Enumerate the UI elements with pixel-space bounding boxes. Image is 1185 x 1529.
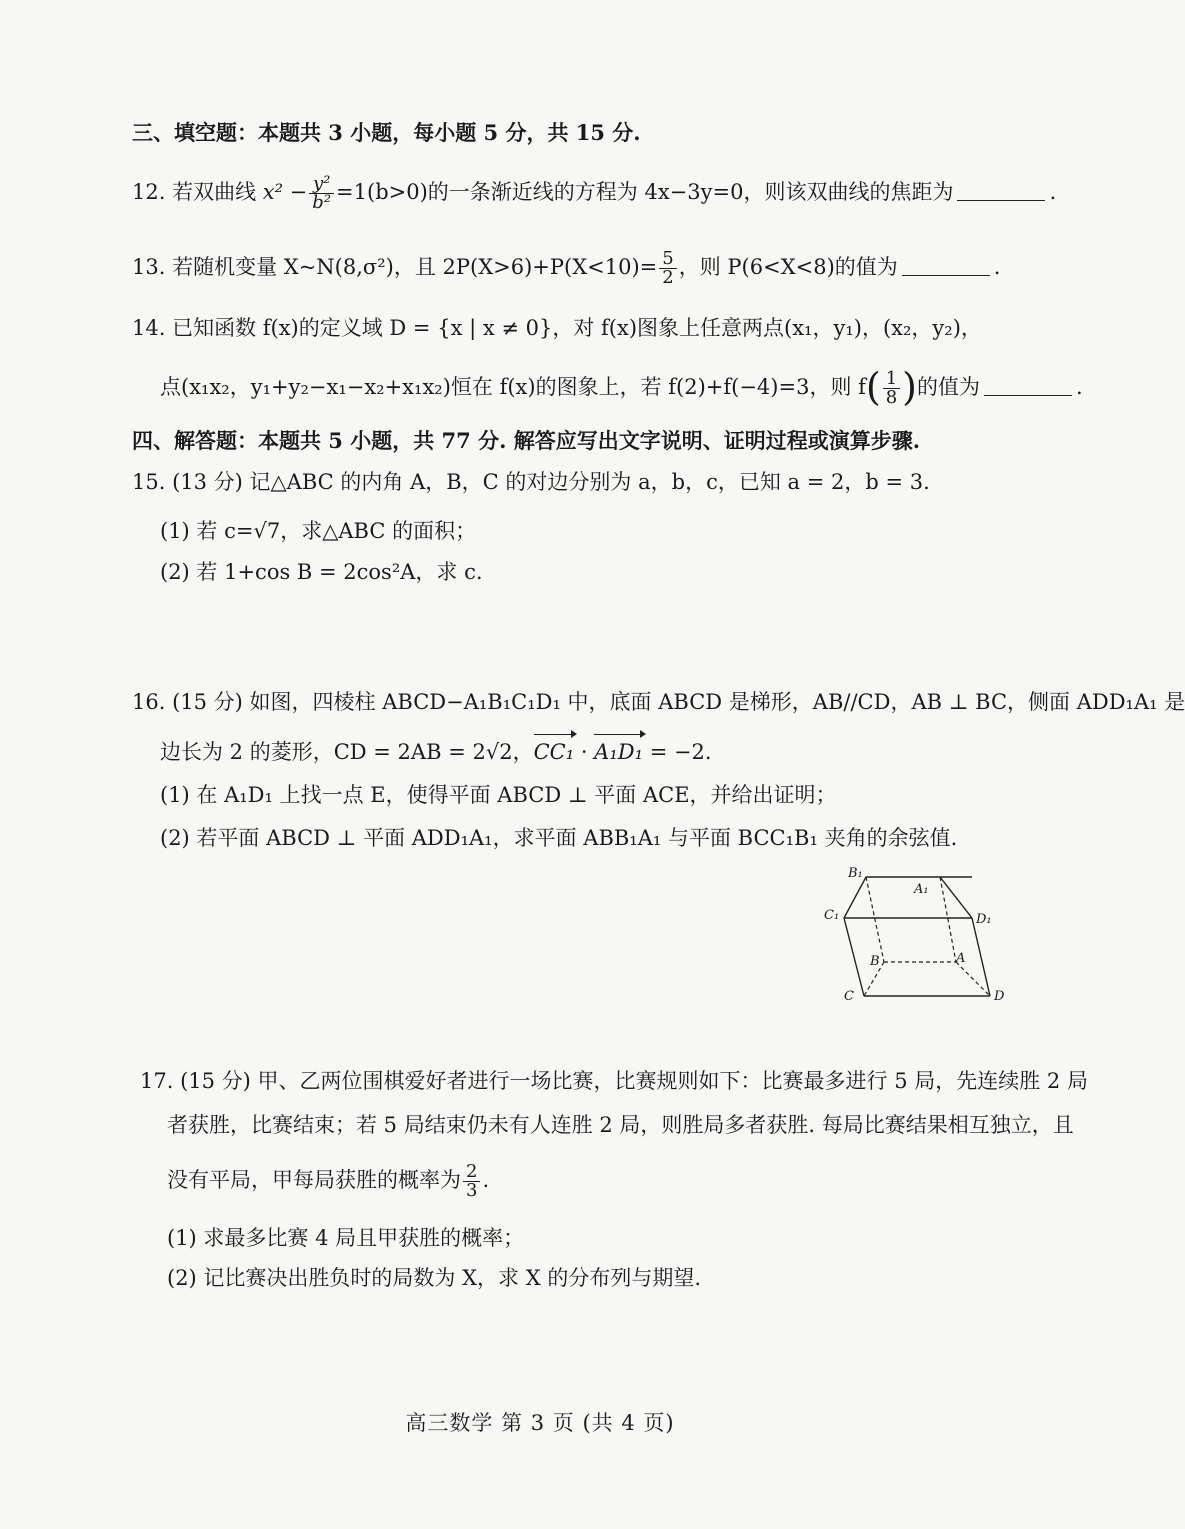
q14-line2-b: 的值为 xyxy=(917,375,980,399)
section-3-heading: 三、填空题：本题共 3 小题，每小题 5 分，共 15 分. xyxy=(132,120,641,145)
q13-frac-den: 2 xyxy=(662,267,674,288)
question-14-line-1: 14. 已知函数 f(x)的定义域 D = {x | x ≠ 0}，对 f(x)图象上任意两点(x₁，y₁)，(x₂，y₂)， xyxy=(132,316,982,340)
label-b: B xyxy=(870,954,880,969)
question-12 xyxy=(132,175,1056,212)
q17-frac-num: 2 xyxy=(463,1163,480,1182)
q14-right-paren: ) xyxy=(902,365,917,409)
question-17-part-2: (2) 记比赛决出胜负时的局数为 X，求 X 的分布列与期望. xyxy=(167,1266,702,1290)
edge-b1-b xyxy=(866,877,884,962)
q12-eq-lhs: x² − xyxy=(262,180,308,204)
q16-dot: · xyxy=(574,740,595,764)
label-c: C xyxy=(844,989,854,1004)
question-14-line-2 xyxy=(160,365,1083,409)
q16-vector-cc1: CC₁ xyxy=(534,737,575,767)
edge-a-d xyxy=(956,962,990,996)
q13-end: . xyxy=(993,255,1001,279)
question-17-stem-1: 17. (15 分) 甲、乙两位围棋爱好者进行一场比赛，比赛规则如下：比赛最多进行 5 局，先连续胜 2 局 xyxy=(140,1069,1088,1093)
question-15-part-2: (2) 若 1+cos B = 2cos²A，求 c. xyxy=(160,560,483,584)
q17-frac-den: 3 xyxy=(466,1180,478,1201)
q16-stem2-b: = −2. xyxy=(643,740,712,764)
edge-b1-c1 xyxy=(844,877,866,918)
section-4-heading: 四、解答题：本题共 5 小题，共 77 分. 解答应写出文字说明、证明过程或演算步骤. xyxy=(132,428,921,453)
question-13 xyxy=(132,250,1000,287)
q14-fraction xyxy=(883,370,900,407)
q17-stem3-b: . xyxy=(482,1168,490,1192)
q13-answer-blank[interactable] xyxy=(902,257,990,276)
question-15-stem: 15. (13 分) 记△ABC 的内角 A，B，C 的对边分别为 a，b，c，已知 a = 2，b = 3. xyxy=(132,470,930,494)
label-d: D xyxy=(994,989,1005,1004)
q14-end: . xyxy=(1076,375,1083,399)
prism-figure xyxy=(820,865,1020,1010)
q16-stem2-a: 边长为 2 的菱形，CD = 2AB = 2√2， xyxy=(160,740,534,764)
edge-a1-d1-top xyxy=(940,877,972,918)
question-16-stem-2 xyxy=(160,737,712,767)
question-17-part-1: (1) 求最多比赛 4 局且甲获胜的概率； xyxy=(167,1226,525,1250)
q14-answer-blank[interactable] xyxy=(984,377,1072,396)
edge-c1-c xyxy=(844,918,864,996)
edge-a1-a xyxy=(940,877,956,962)
q13-frac-num: 5 xyxy=(659,250,676,269)
q12-eq-rhs: =1(b>0)的一条渐近线的方程为 4x−3y=0，则该双曲线的焦距为 xyxy=(336,180,954,204)
q12-frac-num: y² xyxy=(309,175,334,194)
q12-fraction xyxy=(309,175,334,212)
q16-vector-a1d1: A₁D₁ xyxy=(594,737,643,767)
question-17-stem-3 xyxy=(167,1163,489,1200)
q12-end: . xyxy=(1049,180,1057,204)
q12-frac-den: b² xyxy=(312,192,332,213)
question-16-stem-1: 16. (15 分) 如图，四棱柱 ABCD−A₁B₁C₁D₁ 中，底面 ABCD 是梯形，AB//CD，AB ⊥ BC，侧面 ADD₁A₁ 是 xyxy=(132,690,1185,714)
question-17-stem-2: 者获胜，比赛结束；若 5 局结束仍未有人连胜 2 局，则胜局多者获胜. 每局比赛结果相互独立，且 xyxy=(167,1113,1074,1137)
q13-fraction xyxy=(659,250,676,287)
q17-stem3-a: 没有平局，甲每局获胜的概率为 xyxy=(167,1168,461,1192)
question-16-part-1: (1) 在 A₁D₁ 上找一点 E，使得平面 ABCD ⊥ 平面 ACE，并给出证明； xyxy=(160,783,837,807)
q14-frac-den: 8 xyxy=(885,387,898,408)
page-footer: 高三数学 第 3 页 (共 4 页) xyxy=(405,1411,675,1435)
q14-left-paren: ( xyxy=(865,365,881,409)
q14-frac-num: 1 xyxy=(883,370,900,389)
q12-prefix: 12. 若双曲线 xyxy=(132,180,263,204)
question-16-part-2: (2) 若平面 ABCD ⊥ 平面 ADD₁A₁，求平面 ABB₁A₁ 与平面 BCC₁B₁ 夹角的余弦值. xyxy=(160,826,958,850)
edge-d1-d xyxy=(972,918,990,996)
label-d1: D₁ xyxy=(976,912,992,927)
label-a: A xyxy=(956,951,966,966)
label-c1: C₁ xyxy=(824,908,840,923)
q13-text-a: 13. 若随机变量 X~N(8,σ²)，且 2P(X>6)+P(X<10)= xyxy=(132,255,658,279)
q12-answer-blank[interactable] xyxy=(957,182,1045,201)
label-b1: B₁ xyxy=(848,866,863,881)
q17-fraction xyxy=(463,1163,480,1200)
label-a1: A₁ xyxy=(914,882,929,897)
question-15-part-1: (1) 若 c=√7，求△ABC 的面积； xyxy=(160,519,477,543)
q13-text-b: ，则 P(6<X<8)的值为 xyxy=(678,255,898,279)
q14-line2-a: 点(x₁x₂，y₁+y₂−x₁−x₂+x₁x₂)恒在 f(x)的图象上，若 f(2)+f(−4)=3，则 f xyxy=(160,375,866,399)
